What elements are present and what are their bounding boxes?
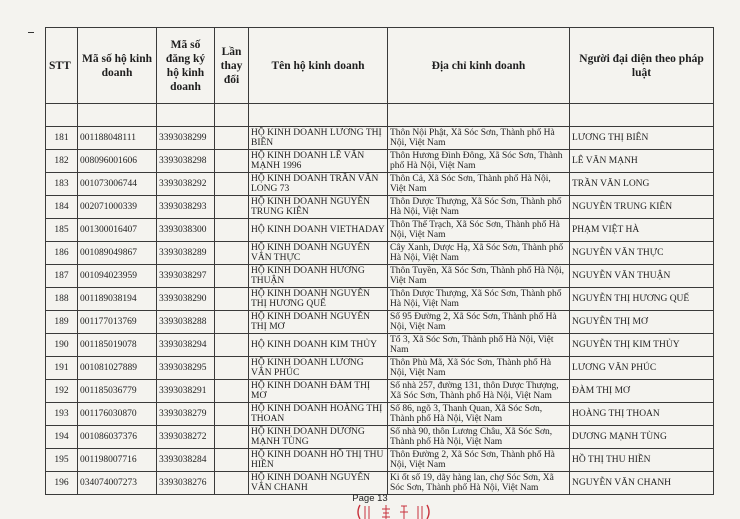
cell-stt: 195 <box>46 449 78 472</box>
cell-business-code: 001089049867 <box>78 242 157 265</box>
cell-stt: 196 <box>46 472 78 495</box>
cell-representative: ĐÀM THỊ MƠ <box>570 380 714 403</box>
cell-representative: LƯƠNG VĂN PHÚC <box>570 357 714 380</box>
cell-address: Ki ốt số 19, dãy hàng lan, chợ Sóc Sơn, Xã Sóc Sơn, Thành phố Hà Nội, Việt Nam <box>388 472 570 495</box>
cell-business-code: 001073006744 <box>78 173 157 196</box>
table-row <box>46 127 714 150</box>
cell-stt: 188 <box>46 288 78 311</box>
table-row <box>46 472 714 495</box>
cell-representative: NGUYỄN THỊ HƯƠNG QUẾ <box>570 288 714 311</box>
cell-business-name: HỘ KINH DOANH HOÀNG THỊ THOAN <box>249 403 388 426</box>
table-header-row <box>46 28 714 104</box>
cell-registration-code: 3393038290 <box>157 288 215 311</box>
cell-registration-code: 3393038298 <box>157 150 215 173</box>
header-stt: STT <box>46 28 78 104</box>
cell-changes <box>215 288 249 311</box>
header-address: Địa chỉ kinh doanh <box>388 28 570 104</box>
header-representative: Người đại diện theo pháp luật <box>570 28 714 104</box>
header-registration-code: Mã số đăng ký hộ kinh doanh <box>157 28 215 104</box>
cell-address: Thôn Dược Thượng, Xã Sóc Sơn, Thành phố Hà Nội, Việt Nam <box>388 196 570 219</box>
cell-business-name: HỘ KINH DOANH ĐÀM THỊ MƠ <box>249 380 388 403</box>
cell-business-name: HỘ KINH DOANH TRẦN VĂN LONG 73 <box>249 173 388 196</box>
cell-business-code: 001081027889 <box>78 357 157 380</box>
table-row <box>46 242 714 265</box>
header-changes: Lần thay đổi <box>215 28 249 104</box>
cell-business-name: HỘ KINH DOANH NGUYỄN VĂN THỰC <box>249 242 388 265</box>
cell-representative: NGUYỄN THỊ MƠ <box>570 311 714 334</box>
cell-registration-code: 3393038300 <box>157 219 215 242</box>
table-row <box>46 380 714 403</box>
cell-registration-code: 3393038289 <box>157 242 215 265</box>
cell-address: Số 95 Đường 2, Xã Sóc Sơn, Thành phố Hà Nội, Việt Nam <box>388 311 570 334</box>
cell-registration-code: 3393038299 <box>157 127 215 150</box>
cell-business-name: HỘ KINH DOANH DƯƠNG MẠNH TÙNG <box>249 426 388 449</box>
official-seal-stamp <box>354 503 434 519</box>
cell-stt: 193 <box>46 403 78 426</box>
cell-address: Số nhà 257, đường 131, thôn Dược Thượng, Xã Sóc Sơn, Thành phố Hà Nội, Việt Nam <box>388 380 570 403</box>
cell-business-name: HỘ KINH DOANH NGUYỄN THỊ HƯƠNG QUẾ <box>249 288 388 311</box>
table-row <box>46 219 714 242</box>
cell-changes <box>215 242 249 265</box>
cell-business-code: 001188048111 <box>78 127 157 150</box>
cell-business-code: 034074007273 <box>78 472 157 495</box>
cell-representative: NGUYỄN THỊ KIM THỦY <box>570 334 714 357</box>
spacer-row <box>46 104 714 127</box>
cell-representative: LÊ VĂN MẠNH <box>570 150 714 173</box>
table-row <box>46 173 714 196</box>
cell-stt: 190 <box>46 334 78 357</box>
cell-address: Cây Xanh, Dược Hạ, Xã Sóc Sơn, Thành phố Hà Nội, Việt Nam <box>388 242 570 265</box>
cell-stt: 191 <box>46 357 78 380</box>
cell-changes <box>215 219 249 242</box>
table-row <box>46 334 714 357</box>
table-row <box>46 265 714 288</box>
cell-stt: 186 <box>46 242 78 265</box>
cell-business-code: 001185036779 <box>78 380 157 403</box>
cell-address: Số 86, ngõ 3, Thanh Quan, Xã Sóc Sơn, Thành phố Hà Nội, Việt Nam <box>388 403 570 426</box>
cell-business-code: 001189038194 <box>78 288 157 311</box>
cell-changes <box>215 150 249 173</box>
header-business-code: Mã số hộ kinh doanh <box>78 28 157 104</box>
cell-changes <box>215 380 249 403</box>
cell-changes <box>215 265 249 288</box>
table-row <box>46 357 714 380</box>
cell-changes <box>215 196 249 219</box>
cell-changes <box>215 449 249 472</box>
business-registry-table <box>45 27 714 495</box>
cell-business-name: HỘ KINH DOANH NGUYỄN VĂN CHANH <box>249 472 388 495</box>
cell-representative: HỒ THỊ THU HIỀN <box>570 449 714 472</box>
cell-registration-code: 3393038276 <box>157 472 215 495</box>
cell-registration-code: 3393038295 <box>157 357 215 380</box>
cell-changes <box>215 426 249 449</box>
table-row <box>46 403 714 426</box>
cell-address: Thôn Nội Phật, Xã Sóc Sơn, Thành phố Hà Nội, Việt Nam <box>388 127 570 150</box>
cell-changes <box>215 127 249 150</box>
cell-address: Thôn Phù Mã, Xã Sóc Sơn, Thành phố Hà Nội, Việt Nam <box>388 357 570 380</box>
cell-representative: HOÀNG THỊ THOAN <box>570 403 714 426</box>
cell-registration-code: 3393038279 <box>157 403 215 426</box>
cell-business-name: HỘ KINH DOANH HƯƠNG THUẬN <box>249 265 388 288</box>
cell-address: Thôn Tuyền, Xã Sóc Sơn, Thành phố Hà Nội, Việt Nam <box>388 265 570 288</box>
page-mark <box>28 32 34 33</box>
cell-representative: NGUYỄN VĂN CHANH <box>570 472 714 495</box>
cell-representative: NGUYỄN VĂN THỰC <box>570 242 714 265</box>
cell-registration-code: 3393038284 <box>157 449 215 472</box>
cell-address: Thôn Hương Đình Đông, Xã Sóc Sơn, Thành phố Hà Nội, Việt Nam <box>388 150 570 173</box>
cell-changes <box>215 403 249 426</box>
header-business-name: Tên hộ kinh doanh <box>249 28 388 104</box>
cell-business-code: 001300016407 <box>78 219 157 242</box>
cell-representative: NGUYỄN VĂN THUẬN <box>570 265 714 288</box>
cell-business-name: HỘ KINH DOANH LƯƠNG THỊ BIÊN <box>249 127 388 150</box>
cell-registration-code: 3393038288 <box>157 311 215 334</box>
cell-registration-code: 3393038293 <box>157 196 215 219</box>
table-row <box>46 449 714 472</box>
cell-business-code: 008096001606 <box>78 150 157 173</box>
cell-address: Thôn Cả, Xã Sóc Sơn, Thành phố Hà Nội, Việt Nam <box>388 173 570 196</box>
cell-business-name: HỘ KINH DOANH LƯƠNG VĂN PHÚC <box>249 357 388 380</box>
cell-business-name: HỘ KINH DOANH VIETHADAY <box>249 219 388 242</box>
cell-address: Số nhà 90, thôn Lương Châu, Xã Sóc Sơn, Thành phố Hà Nội, Việt Nam <box>388 426 570 449</box>
cell-changes <box>215 173 249 196</box>
cell-business-code: 001176030870 <box>78 403 157 426</box>
cell-business-name: HỘ KINH DOANH NGUYỄN TRUNG KIÊN <box>249 196 388 219</box>
page-number: Page 13 <box>352 493 388 504</box>
cell-stt: 194 <box>46 426 78 449</box>
cell-business-code: 001094023959 <box>78 265 157 288</box>
table-row <box>46 288 714 311</box>
cell-business-code: 002071000339 <box>78 196 157 219</box>
cell-stt: 189 <box>46 311 78 334</box>
cell-stt: 183 <box>46 173 78 196</box>
cell-representative: DƯƠNG MẠNH TÙNG <box>570 426 714 449</box>
cell-stt: 184 <box>46 196 78 219</box>
table-row <box>46 426 714 449</box>
cell-address: Thôn Thế Trạch, Xã Sóc Sơn, Thành phố Hà Nội, Việt Nam <box>388 219 570 242</box>
cell-changes <box>215 357 249 380</box>
cell-business-name: HỘ KINH DOANH KIM THỦY <box>249 334 388 357</box>
cell-business-code: 001177013769 <box>78 311 157 334</box>
cell-business-name: HỘ KINH DOANH NGUYỄN THỊ MƠ <box>249 311 388 334</box>
cell-business-name: HỘ KINH DOANH HỒ THỊ THU HIỀN <box>249 449 388 472</box>
cell-stt: 192 <box>46 380 78 403</box>
cell-changes <box>215 472 249 495</box>
cell-stt: 182 <box>46 150 78 173</box>
cell-stt: 181 <box>46 127 78 150</box>
cell-address: Thôn Đường 2, Xã Sóc Sơn, Thành phố Hà Nội, Việt Nam <box>388 449 570 472</box>
cell-address: Thôn Dược Thượng, Xã Sóc Sơn, Thành phố Hà Nội, Việt Nam <box>388 288 570 311</box>
cell-representative: TRẦN VĂN LONG <box>570 173 714 196</box>
cell-stt: 185 <box>46 219 78 242</box>
cell-business-code: 001185019078 <box>78 334 157 357</box>
table-row <box>46 196 714 219</box>
cell-registration-code: 3393038272 <box>157 426 215 449</box>
cell-registration-code: 3393038291 <box>157 380 215 403</box>
cell-business-code: 001198007716 <box>78 449 157 472</box>
cell-representative: PHẠM VIỆT HÀ <box>570 219 714 242</box>
table-row <box>46 311 714 334</box>
cell-representative: LƯƠNG THỊ BIÊN <box>570 127 714 150</box>
cell-address: Tổ 3, Xã Sóc Sơn, Thành phố Hà Nội, Việt Nam <box>388 334 570 357</box>
table-row <box>46 150 714 173</box>
cell-registration-code: 3393038292 <box>157 173 215 196</box>
cell-registration-code: 3393038297 <box>157 265 215 288</box>
cell-changes <box>215 334 249 357</box>
cell-representative: NGUYỄN TRUNG KIÊN <box>570 196 714 219</box>
cell-registration-code: 3393038294 <box>157 334 215 357</box>
cell-business-code: 001086037376 <box>78 426 157 449</box>
cell-stt: 187 <box>46 265 78 288</box>
cell-changes <box>215 311 249 334</box>
cell-business-name: HỘ KINH DOANH LÊ VĂN MẠNH 1996 <box>249 150 388 173</box>
